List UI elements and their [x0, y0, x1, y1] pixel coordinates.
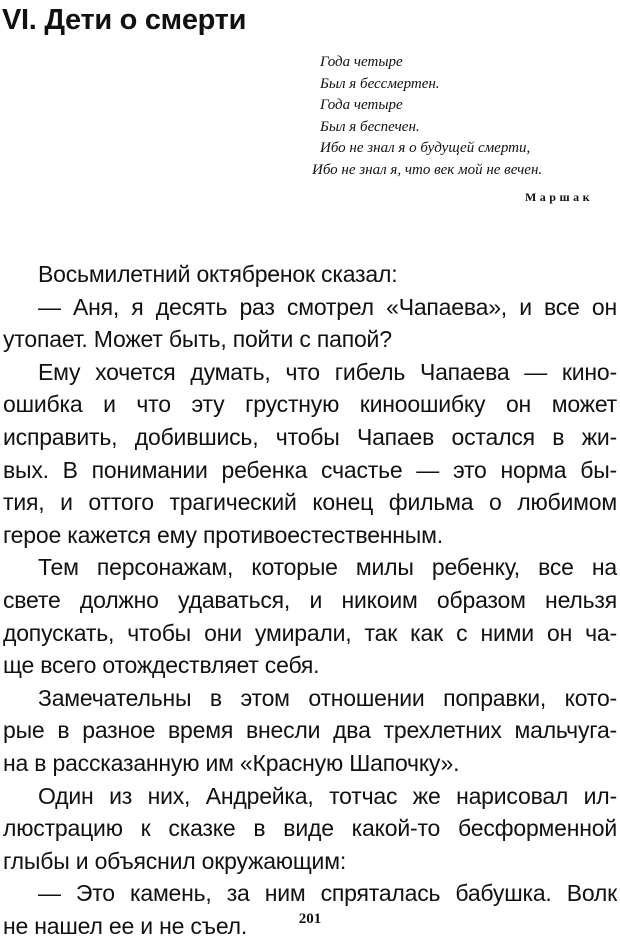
text-line: Тем персонажам, которые милы ребенку, все на: [38, 554, 617, 581]
text-line: люстрацию к сказке в виде какой-то бесформенной: [3, 815, 617, 842]
text-line: исправить, добившись, чтобы Чапаев остался в жи-: [3, 423, 617, 450]
text-line: Ему хочется думать, что гибель Чапаева — кино-: [38, 358, 617, 385]
epigraph-line: Был я бессмертен.: [320, 75, 440, 92]
epigraph-line: Ибо не знал я о будущей смерти,: [320, 140, 531, 156]
text-line: рые в разное время внесли два трехлетних мальчуга-: [3, 717, 617, 744]
epigraph-author: Маршак: [524, 190, 593, 204]
text-line: Восьмилетний октябренок сказал:: [38, 261, 398, 287]
text-line: Замечательны в этом отношении поправки, кото-: [38, 684, 617, 711]
text-line: герое кажется ему противоестественным.: [3, 521, 443, 548]
text-line: вых. В понимании ребенка счастье — это норма бы-: [3, 456, 617, 483]
epigraph-line: Ибо не знал я, что век мой не вечен.: [312, 161, 543, 178]
page-number: 201: [298, 911, 322, 927]
epigraph-line: Был я беспечен.: [320, 118, 420, 135]
text-line: не нашел ее и не съел.: [3, 912, 248, 939]
text-line: тия, и оттого трагический конец фильма о любимом: [3, 489, 617, 516]
text-line: глыбы и объяснил окружающим:: [3, 847, 347, 874]
chapter-title: VI. Дети о смерти: [2, 4, 247, 36]
text-line: допускать, чтобы они умирали, так как с ними он ча-: [3, 619, 617, 646]
text-line: Один из них, Андрейка, тотчас же нарисовал ил-: [38, 782, 617, 809]
epigraph-line: Года четыре: [320, 54, 403, 70]
text-line: свете должно удаваться, и никоим образом нельзя: [3, 586, 617, 613]
text-line: ошибка и что эту грустную киноошибку он может: [3, 391, 617, 418]
text-line: утопает. Может быть, пойти с папой?: [3, 326, 392, 353]
body-text: [3, 258, 617, 942]
text-line: ще всего отождествляет себя.: [3, 652, 320, 679]
epigraph: [306, 52, 606, 181]
text-line: на в рассказанную им «Красную Шапочку».: [3, 749, 460, 776]
text-line: — Аня, я десять раз смотрел «Чапаева», и все он: [38, 293, 617, 320]
epigraph-line: Года четыре: [320, 97, 403, 113]
text-line: — Это камень, за ним спряталась бабушка. Волк: [38, 880, 617, 907]
